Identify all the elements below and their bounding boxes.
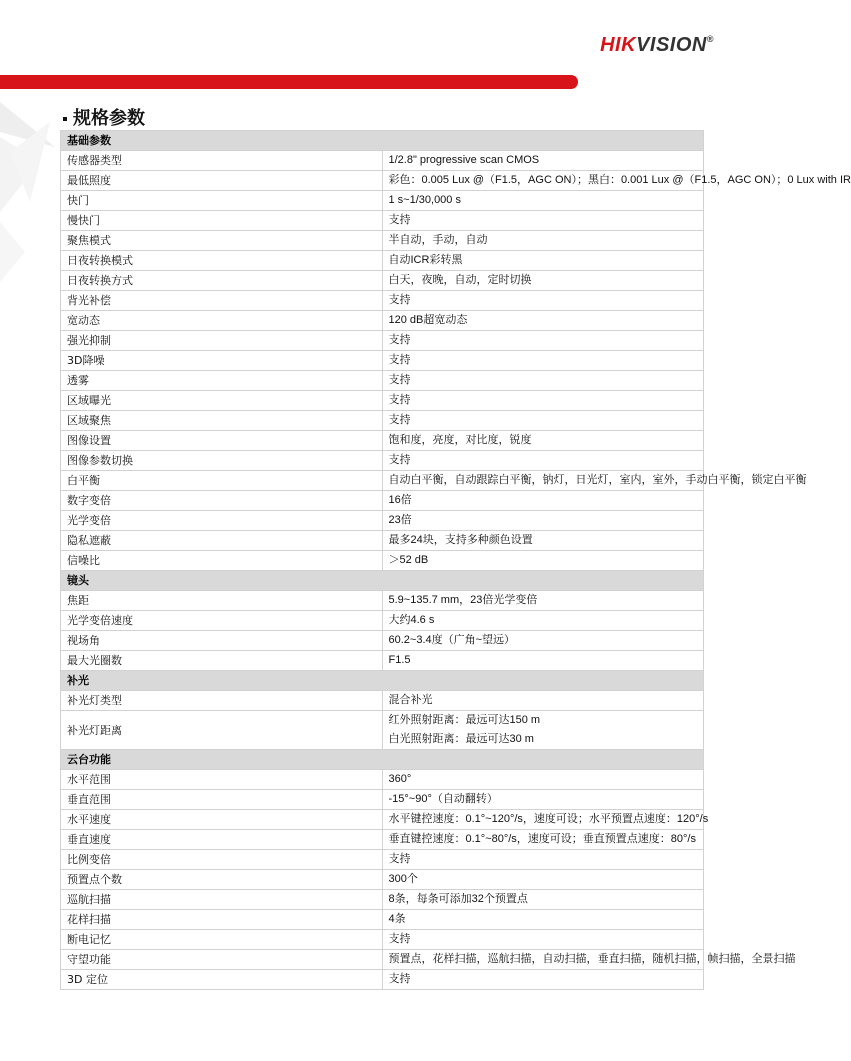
table-row xyxy=(61,331,704,351)
spec-value-line: 5.9~135.7 mm，23倍光学变倍 xyxy=(388,594,538,606)
spec-value xyxy=(382,910,704,930)
spec-table-body xyxy=(61,131,851,990)
spec-value xyxy=(382,551,704,571)
spec-value xyxy=(382,471,807,491)
logo-registered-mark: ® xyxy=(706,34,714,44)
spec-value-line: 支持 xyxy=(388,454,411,466)
spec-label: 3D降噪 xyxy=(61,351,383,371)
spec-value-line: 1/2.8" progressive scan CMOS xyxy=(388,154,540,166)
spec-value-line: 最多24块，支持多种颜色设置 xyxy=(388,534,533,546)
spec-value xyxy=(382,291,704,311)
spec-value-line: -15°~90°（自动翻转） xyxy=(388,793,498,805)
group-header-row xyxy=(61,571,704,591)
spec-value-line: 自动ICR彩转黑 xyxy=(388,254,463,266)
spec-label: 水平速度 xyxy=(61,810,383,830)
spec-value-line: 8条，每条可添加32个预置点 xyxy=(388,893,528,905)
spec-value-line: 支持 xyxy=(388,933,411,945)
spec-label: 隐私遮蔽 xyxy=(61,531,383,551)
table-row xyxy=(61,910,704,930)
spec-value-line: 16倍 xyxy=(388,494,412,506)
spec-value xyxy=(382,151,704,171)
spec-value xyxy=(382,391,704,411)
spec-value xyxy=(382,711,704,750)
spec-value-line: 白天，夜晚，自动，定时切换 xyxy=(388,274,532,286)
spec-value xyxy=(382,371,704,391)
spec-value xyxy=(382,311,704,331)
table-row xyxy=(61,870,704,890)
spec-label: 日夜转换模式 xyxy=(61,251,383,271)
spec-label: 图像设置 xyxy=(61,431,383,451)
spec-value-line: 红外照射距离：最远可达150 m xyxy=(388,714,541,726)
spec-value xyxy=(382,810,709,830)
spec-label: 背光补偿 xyxy=(61,291,383,311)
spec-label: 补光灯距离 xyxy=(61,711,383,750)
table-row xyxy=(61,211,704,231)
table-row xyxy=(61,371,704,391)
spec-table xyxy=(60,130,851,990)
spec-label: 传感器类型 xyxy=(61,151,383,171)
logo-hik: HIK xyxy=(600,34,637,56)
table-row xyxy=(61,770,704,790)
spec-label: 守望功能 xyxy=(61,950,383,970)
spec-value-line: 120 dB超宽动态 xyxy=(388,314,468,326)
table-row xyxy=(61,830,704,850)
spec-value-line: 60.2~3.4度（广角~望远） xyxy=(388,634,516,646)
spec-label: 数字变倍 xyxy=(61,491,383,511)
table-row xyxy=(61,631,704,651)
decorative-triangles xyxy=(0,92,60,292)
logo-vision: VISION xyxy=(636,34,707,56)
spec-value xyxy=(382,411,704,431)
spec-label: 光学变倍速度 xyxy=(61,611,383,631)
spec-value xyxy=(382,790,704,810)
table-row xyxy=(61,251,704,271)
spec-value-line: 垂直键控速度：0.1°~80°/s，速度可设；垂直预置点速度：80°/s xyxy=(388,833,696,845)
table-row xyxy=(61,451,704,471)
spec-value xyxy=(382,331,704,351)
spec-label: 宽动态 xyxy=(61,311,383,331)
spec-value xyxy=(382,770,704,790)
spec-label: 垂直速度 xyxy=(61,830,383,850)
spec-label: 视场角 xyxy=(61,631,383,651)
spec-value-line: 自动白平衡，自动跟踪白平衡，钠灯，日光灯，室内，室外，手动白平衡，锁定白平衡 xyxy=(388,474,807,486)
spec-value-line: 预置点，花样扫描，巡航扫描，自动扫描，垂直扫描，随机扫描，帧扫描，全景扫描 xyxy=(388,953,796,965)
spec-value xyxy=(382,231,704,251)
spec-value-line: 支持 xyxy=(388,394,411,406)
spec-value xyxy=(382,830,704,850)
group-header-row xyxy=(61,750,704,770)
spec-value xyxy=(382,611,704,631)
spec-value-line: 支持 xyxy=(388,294,411,306)
spec-value-line: 支持 xyxy=(388,354,411,366)
table-row xyxy=(61,511,704,531)
spec-value-line: 白光照射距离：最远可达30 m xyxy=(388,733,534,745)
table-row xyxy=(61,711,704,750)
spec-value-line: 水平键控速度：0.1°~120°/s，速度可设；水平预置点速度：120°/s xyxy=(388,813,709,825)
spec-value xyxy=(382,890,704,910)
header-red-band xyxy=(0,75,578,89)
table-row xyxy=(61,431,704,451)
table-row xyxy=(61,810,704,830)
spec-value xyxy=(382,691,704,711)
spec-label: 预置点个数 xyxy=(61,870,383,890)
spec-value-line: 支持 xyxy=(388,973,411,985)
table-row xyxy=(61,171,704,191)
spec-label: 巡航扫描 xyxy=(61,890,383,910)
spec-value xyxy=(382,451,704,471)
spec-value-line: 300个 xyxy=(388,873,418,885)
spec-value xyxy=(382,651,704,671)
spec-label: 光学变倍 xyxy=(61,511,383,531)
spec-value xyxy=(382,171,851,191)
table-row xyxy=(61,611,704,631)
spec-label: 补光灯类型 xyxy=(61,691,383,711)
table-row xyxy=(61,930,704,950)
group-title: 镜头 xyxy=(61,571,704,591)
spec-label: 图像参数切换 xyxy=(61,451,383,471)
spec-value-line: 23倍 xyxy=(388,514,412,526)
spec-label: 信噪比 xyxy=(61,551,383,571)
table-row xyxy=(61,491,704,511)
spec-value-line: 1 s~1/30,000 s xyxy=(388,194,461,206)
spec-value xyxy=(382,271,704,291)
spec-label: 慢快门 xyxy=(61,211,383,231)
table-row xyxy=(61,551,704,571)
spec-value-line: 饱和度，亮度，对比度，锐度 xyxy=(388,434,532,446)
group-header-row xyxy=(61,131,704,151)
table-row xyxy=(61,291,704,311)
spec-value-line: 360° xyxy=(388,773,412,785)
spec-label: 区域聚焦 xyxy=(61,411,383,431)
spec-value-line: ＞52 dB xyxy=(388,554,429,566)
spec-value xyxy=(382,191,704,211)
table-row xyxy=(61,850,704,870)
table-row xyxy=(61,351,704,371)
spec-value xyxy=(382,970,704,990)
table-row xyxy=(61,391,704,411)
spec-label: 垂直范围 xyxy=(61,790,383,810)
spec-label: 断电记忆 xyxy=(61,930,383,950)
spec-value xyxy=(382,491,704,511)
page-title xyxy=(63,104,145,130)
table-row xyxy=(61,890,704,910)
spec-value-line: 支持 xyxy=(388,374,411,386)
spec-value-line: 支持 xyxy=(388,414,411,426)
spec-label: 日夜转换方式 xyxy=(61,271,383,291)
spec-value xyxy=(382,351,704,371)
spec-value xyxy=(382,431,704,451)
table-row xyxy=(61,271,704,291)
spec-label: 最大光圈数 xyxy=(61,651,383,671)
spec-label: 快门 xyxy=(61,191,383,211)
spec-value-line: 4条 xyxy=(388,913,406,925)
spec-label: 比例变倍 xyxy=(61,850,383,870)
spec-label: 透雾 xyxy=(61,371,383,391)
spec-value xyxy=(382,591,704,611)
group-header-row xyxy=(61,671,704,691)
table-row xyxy=(61,970,704,990)
spec-value-line: 大约4.6 s xyxy=(388,614,435,626)
spec-label: 水平范围 xyxy=(61,770,383,790)
spec-label: 3D 定位 xyxy=(61,970,383,990)
spec-value xyxy=(382,511,704,531)
table-row xyxy=(61,471,704,491)
spec-value-line: 彩色：0.005 Lux @（F1.5，AGC ON）；黑白：0.001 Lux @（F1.5，AGC ON）；0 Lux with IR xyxy=(388,174,851,186)
bullet-icon xyxy=(63,117,67,121)
spec-label: 白平衡 xyxy=(61,471,383,491)
group-title: 云台功能 xyxy=(61,750,704,770)
spec-value-line: 支持 xyxy=(388,853,411,865)
table-row xyxy=(61,790,704,810)
table-row xyxy=(61,151,704,171)
table-row xyxy=(61,311,704,331)
table-row xyxy=(61,531,704,551)
spec-value xyxy=(382,870,704,890)
spec-value-line: 支持 xyxy=(388,334,411,346)
spec-value-line: F1.5 xyxy=(388,654,411,666)
spec-value xyxy=(382,631,704,651)
section-title-text: 规格参数 xyxy=(73,108,145,129)
table-row xyxy=(61,651,704,671)
spec-value-line: 支持 xyxy=(388,214,411,226)
spec-label: 焦距 xyxy=(61,591,383,611)
table-row xyxy=(61,191,704,211)
spec-label: 最低照度 xyxy=(61,171,383,191)
table-row xyxy=(61,691,704,711)
spec-value xyxy=(382,251,704,271)
spec-value xyxy=(382,531,704,551)
spec-label: 聚焦模式 xyxy=(61,231,383,251)
group-title: 基础参数 xyxy=(61,131,704,151)
group-title: 补光 xyxy=(61,671,704,691)
spec-value-line: 半自动，手动，自动 xyxy=(388,234,488,246)
spec-value xyxy=(382,930,704,950)
spec-value xyxy=(382,850,704,870)
spec-value-line: 混合补光 xyxy=(388,694,433,706)
spec-label: 强光抑制 xyxy=(61,331,383,351)
table-row xyxy=(61,231,704,251)
table-row xyxy=(61,411,704,431)
spec-value xyxy=(382,211,704,231)
spec-label: 区域曝光 xyxy=(61,391,383,411)
table-row xyxy=(61,591,704,611)
hikvision-logo xyxy=(600,34,714,57)
table-row xyxy=(61,950,704,970)
spec-value xyxy=(382,950,796,970)
spec-label: 花样扫描 xyxy=(61,910,383,930)
